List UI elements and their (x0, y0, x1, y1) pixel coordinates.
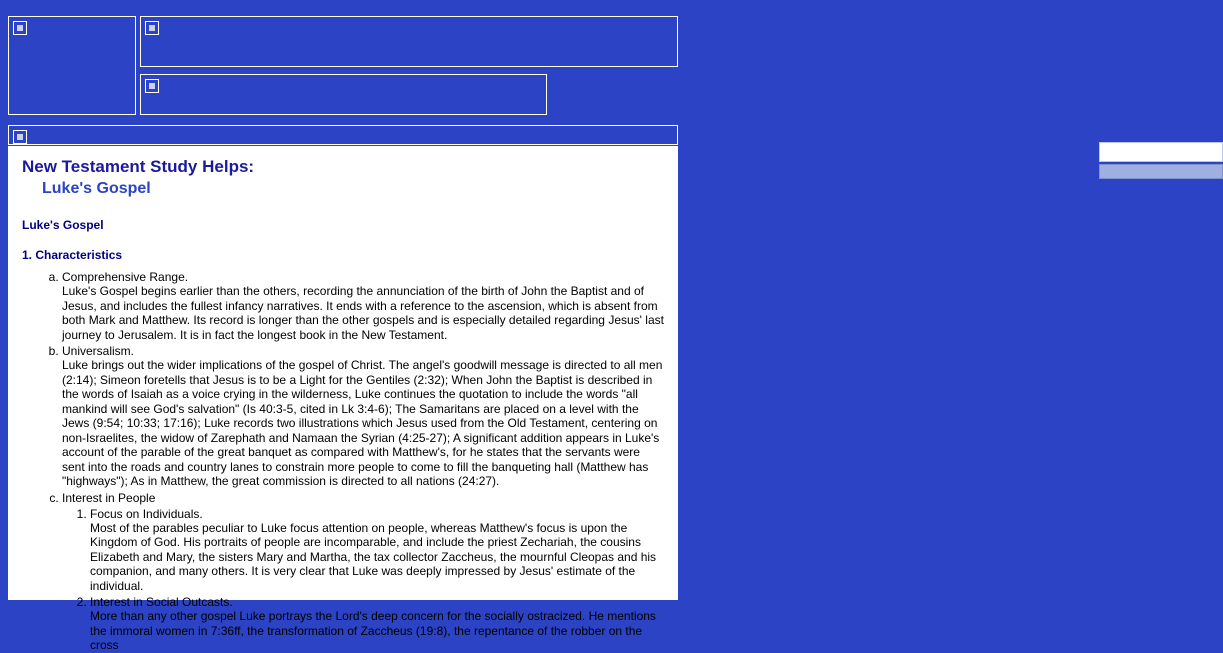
broken-image-icon (13, 21, 27, 35)
masthead-banner-image[interactable] (140, 16, 678, 67)
search-area (548, 74, 678, 115)
characteristics-list (22, 270, 664, 653)
list-item (62, 491, 664, 653)
page-title-main: New Testament Study Helps: (22, 157, 255, 176)
list-item-lead: Comprehensive Range. (62, 270, 189, 284)
broken-image-icon (13, 130, 27, 144)
search-button[interactable] (1099, 164, 1223, 179)
list-item (62, 270, 664, 342)
search-input[interactable] (1099, 142, 1223, 162)
site-logo-image[interactable] (8, 16, 136, 115)
page-title (22, 156, 664, 200)
interest-in-people-sublist (62, 507, 664, 653)
horizontal-rule-image (8, 125, 678, 145)
list-item (62, 344, 664, 489)
list-item-body: More than any other gospel Luke portrays the Lord's deep concern for the socially ostracized. He mentions the immoral women in 7:36ff, the transformation of Zaccheus (19:8), the repentance of the robber on the cross (90, 609, 656, 652)
list-item-lead: Interest in People (62, 490, 156, 505)
broken-image-icon (145, 21, 159, 35)
list-item (90, 595, 664, 653)
page-subtitle: Luke's Gospel (42, 180, 151, 197)
document-heading: Luke's Gospel (22, 218, 104, 232)
list-item (90, 507, 664, 594)
document-content (8, 146, 678, 652)
list-item-body: Luke's Gospel begins earlier than the others, recording the annunciation of the birth of John the Baptist and of Jesus, and includes the fullest infancy narratives. It ends with a reference to the ascension, which is absent from both Mark and Matthew. Its record is longer than the other gospels and is especially detailed regarding Jesus' last journey to Jerusalem. It is in fact the longest book in the New Testament. (62, 284, 664, 342)
list-item-body: Luke brings out the wider implications of the gospel of Christ. The angel's goodwill message is directed to all men (2:14); Simeon foretells that Jesus is to be a Light for the Gentiles (2:32); When John the Baptist is described in the words of Isaiah as a voice crying in the wilderness, Luke continues the quotation to include the words "all mankind will see God's salvation" (Is 40:3-5, cited in Lk 3:4-6); The Samaritans are placed on a level with the Jews (9:54; 10:33; 17:16); Luke records two illustrations which Jesus used from the Old Testament, centering on non-Israelites, the widow of Zarephath and Namaan the Syrian (4:25-27); A significant addition appears in Luke's account of the parable of the great banquet as compared with Matthew's, for he states that the servants were sent into the roads and country lanes to constrain more people to come to fill the banqueting hall (Matthew has "highways"); As in Matthew, the great commission is directed to all nations (24:27). (62, 358, 663, 488)
navigation-strip-image[interactable] (140, 74, 547, 115)
broken-image-icon (145, 79, 159, 93)
top-banner-area (0, 8, 686, 108)
list-item-lead: Interest in Social Outcasts. (90, 595, 233, 609)
section-heading-characteristics: 1. Characteristics (22, 248, 123, 262)
list-item-body: Most of the parables peculiar to Luke focus attention on people, whereas Matthew's focus is upon the Kingdom of God. His portraits of people are incomparable, and include the priest Zechariah, the cousins Elizabeth and Mary, the sisters Mary and Martha, the tax collector Zaccheus, the mournful Cleopas and his companion, and many others. It is very clear that Luke was deeply impressed by Jesus' estimate of the individual. (90, 520, 657, 593)
list-item-lead: Focus on Individuals. (90, 506, 203, 521)
list-item-lead: Universalism. (62, 344, 135, 358)
